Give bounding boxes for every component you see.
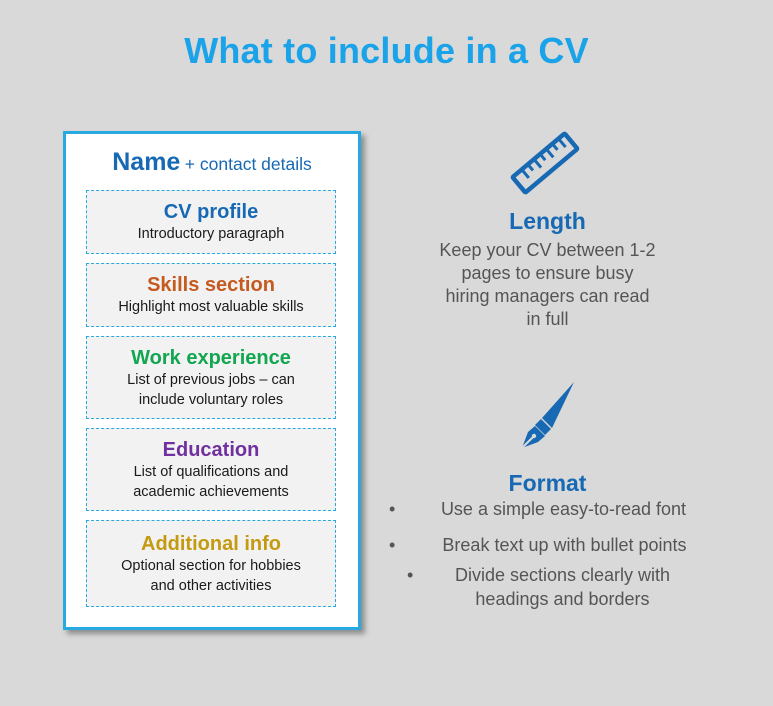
bullet-text: headings and borders bbox=[475, 589, 650, 609]
length-heading: Length bbox=[509, 208, 586, 234]
section-desc: academic achievements bbox=[133, 483, 289, 500]
section-desc: List of previous jobs – can bbox=[127, 371, 295, 388]
cv-contact-label: + contact details bbox=[184, 154, 312, 174]
section-title: Work experience bbox=[131, 346, 291, 369]
length-block bbox=[385, 208, 710, 331]
bullet-text: Divide sections clearly with bbox=[454, 565, 671, 585]
section-title: CV profile bbox=[163, 201, 259, 223]
section-title: Education bbox=[162, 438, 260, 461]
bullet-text: Break text up with bullet points bbox=[442, 535, 687, 555]
length-text-line: in full bbox=[526, 309, 569, 329]
section-title: Skills section bbox=[147, 274, 275, 296]
bullet-dot-icon: • bbox=[389, 535, 396, 555]
ruler-icon bbox=[508, 130, 580, 196]
cv-section-education bbox=[86, 428, 336, 511]
length-text-line: Keep your CV between 1-2 bbox=[439, 240, 656, 260]
cv-name-label: Name bbox=[112, 148, 181, 176]
bullet-text: Use a simple easy-to-read font bbox=[440, 499, 687, 519]
cv-section-additional-info bbox=[86, 520, 336, 607]
cv-section-skills bbox=[86, 263, 336, 327]
section-title: Additional info bbox=[141, 532, 281, 555]
length-text-line: pages to ensure busy bbox=[461, 263, 634, 283]
length-text-line: hiring managers can read bbox=[445, 286, 650, 306]
page-title: What to include in a CV bbox=[184, 30, 589, 71]
format-bullet-list bbox=[385, 497, 710, 611]
format-bullet-item bbox=[385, 497, 710, 521]
bullet-dot-icon: • bbox=[407, 565, 414, 585]
section-desc: Optional section for hobbies bbox=[121, 557, 301, 574]
format-block bbox=[385, 470, 710, 497]
fountain-pen-icon bbox=[512, 378, 578, 454]
cv-section-work-experience bbox=[86, 336, 336, 419]
cv-header bbox=[66, 148, 358, 177]
cv-section-profile bbox=[86, 190, 336, 254]
section-desc: and other activities bbox=[150, 577, 272, 594]
section-desc: include voluntary roles bbox=[138, 391, 284, 408]
section-desc: Introductory paragraph bbox=[137, 226, 285, 242]
cv-template-card bbox=[63, 131, 361, 630]
format-bullet-item bbox=[385, 533, 710, 557]
bullet-dot-icon: • bbox=[389, 499, 396, 519]
format-heading: Format bbox=[508, 470, 587, 496]
section-desc: List of qualifications and bbox=[133, 463, 289, 480]
format-bullet-item bbox=[385, 563, 710, 611]
section-desc: Highlight most valuable skills bbox=[118, 299, 304, 315]
